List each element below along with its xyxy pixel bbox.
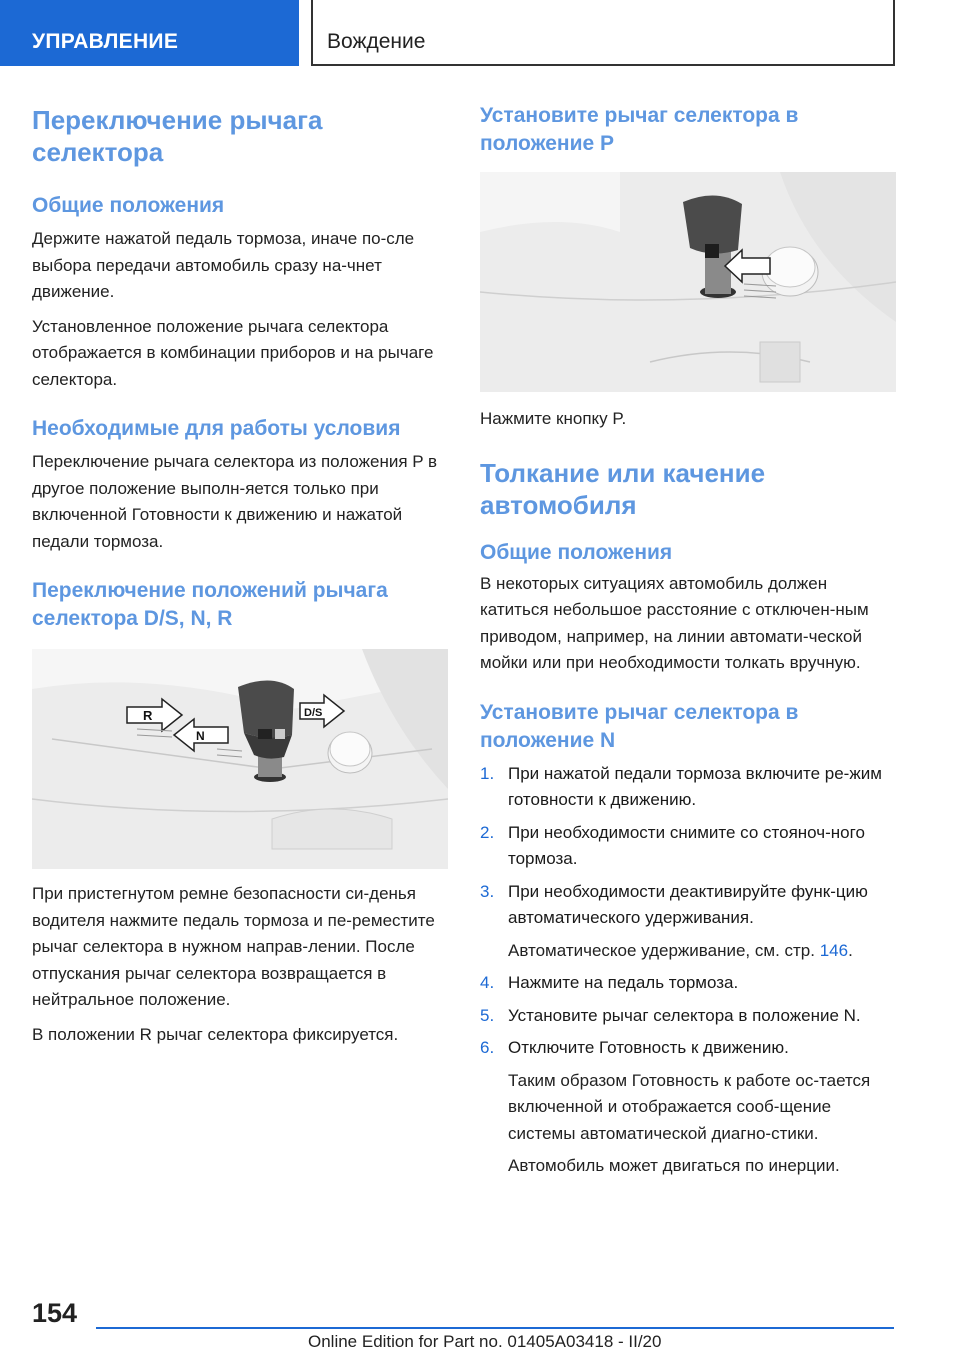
shift-heading: Переключение положений рычага селектора D/S, N, R (32, 579, 388, 630)
right-column (480, 100, 896, 1180)
park-heading: Установите рычаг селектора в положение P (480, 104, 799, 155)
push-paragraph: В некоторых ситуациях автомобиль должен катиться небольшое расстояние с отключен-ным приводом, например, на линии автомати-ческой мойки или при необходимости толкать вручную. (480, 573, 869, 672)
label-ds: D/S (304, 707, 323, 719)
list-item: 3. При необходимости деактивируйте функ-цию автоматического удерживания. (480, 881, 868, 927)
conditions-paragraph: Переключение рычага селектора из положения P в другое положение выполн-яется только при включенной Готовности к движению и нажатой педали тормоза. (32, 452, 438, 551)
list-item: 6. Отключите Готовность к движению. (480, 1038, 789, 1057)
park-paragraph: Нажмите кнопку P. (480, 409, 627, 428)
footer-edition: Online Edition for Part no. 01405A03418 - II/20 (308, 1332, 662, 1351)
chapter-title: Вождение (311, 0, 895, 66)
list-item: 5. Установите рычаг селектора в положение N. (480, 1005, 861, 1025)
shift-paragraph-2: В положении R рычаг селектора фиксируется. (32, 1024, 399, 1044)
park-button-figure (480, 172, 896, 392)
page-header (0, 0, 960, 66)
push-general-heading: Общие положения (480, 540, 673, 564)
shift-paragraph-1: При пристегнутом ремне безопасности си-денья водителя нажмите педаль тормоза и пе-реместите рычаг селектора в нужном направ-лении. После отпускания рычаг селектора возвращается в нейтральное положение. (32, 884, 435, 1009)
page-link[interactable]: 146 (819, 940, 849, 960)
section-title: Переключение рычага селектора (32, 105, 323, 167)
label-n: N (196, 729, 205, 743)
push-title: Толкание или качение автомобиля (480, 457, 766, 520)
general-paragraph-1: Держите нажатой педаль тормоза, иначе по-сле выбора передачи автомобиль сразу на-чнет движение. (32, 229, 415, 301)
gear-selector-shift-figure (32, 649, 448, 869)
step6-note-1: Таким образом Готовность к работе ос-тается включенной и отображается сооб-щение системы автоматической диагно-стики. (508, 1070, 871, 1143)
conditions-heading: Необходимые для работы условия (32, 417, 401, 440)
footer-divider (96, 1327, 894, 1329)
list-item: 2. При необходимости снимите со стояноч-ного тормоза. (480, 822, 865, 868)
label-r: R (143, 708, 153, 723)
step6-note-2: Автомобиль может двигаться по инерции. (508, 1156, 840, 1175)
section-tab: УПРАВЛЕНИЕ (0, 0, 299, 66)
list-item: 1. При нажатой педали тормоза включите ре-жим готовности к движению. (480, 763, 882, 809)
step3-note: Автоматическое удерживание, см. стр. 146. (508, 940, 853, 960)
neutral-steps (480, 761, 896, 932)
general-heading: Общие положения (32, 194, 225, 217)
list-item: 4. Нажмите на педаль тормоза. (480, 973, 739, 992)
neutral-heading: Установите рычаг селектора в положение N (480, 700, 799, 752)
page-number: 154 (32, 1298, 78, 1328)
general-paragraph-2: Установленное положение рычага селектора отображается в комбинации приборов и на рычаге селектора. (32, 316, 434, 389)
left-column (32, 100, 448, 1048)
